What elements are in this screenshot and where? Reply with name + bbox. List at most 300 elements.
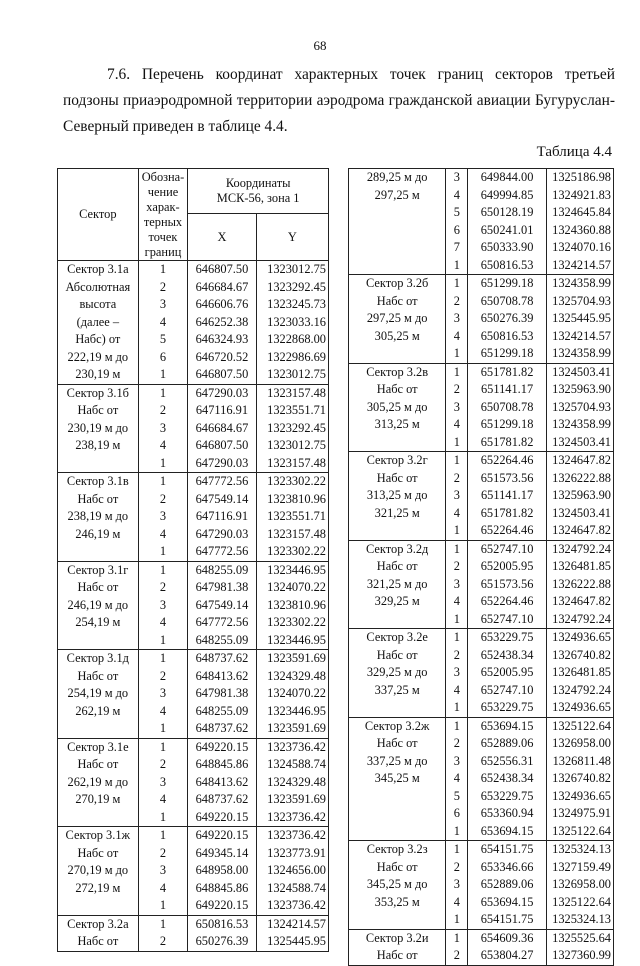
y-coordinate: 1324214.57 — [267, 916, 326, 931]
point-number: 2 — [159, 845, 167, 860]
point-number: 2 — [159, 403, 167, 417]
y-coordinate: 1325324.13 — [552, 842, 611, 856]
point-number: 1 — [453, 930, 460, 945]
x-coordinate: 650276.39 — [480, 311, 534, 325]
sector-group-row — [58, 915, 329, 951]
sector-group-row — [58, 384, 329, 473]
y-coordinate: 1325525.64 — [552, 930, 611, 945]
point-number: 4 — [159, 526, 167, 541]
x-coordinate: 653229.75 — [480, 788, 534, 803]
x-values — [188, 561, 256, 650]
sector-group-row — [349, 629, 614, 718]
intro-paragraph — [63, 62, 615, 140]
x-coordinate: 653694.15 — [480, 823, 534, 838]
point-numbers — [138, 473, 188, 562]
point-number: 3 — [453, 753, 460, 768]
point-numbers — [446, 841, 468, 930]
point-number: 2 — [159, 934, 167, 948]
x-coordinate: 647290.03 — [195, 385, 249, 400]
x-coordinate: 652005.95 — [480, 559, 534, 573]
y-coordinate: 1324588.74 — [267, 757, 326, 771]
y-values — [546, 629, 613, 718]
point-number: 3 — [159, 774, 167, 789]
point-number: 1 — [453, 276, 460, 290]
sector-group-row — [349, 929, 614, 965]
y-coordinate: 1323551.71 — [267, 403, 326, 417]
header-point: Обозна- чение харак- терных точек границ — [138, 169, 188, 261]
point-number: 1 — [453, 718, 460, 733]
x-coordinate: 646684.67 — [195, 420, 249, 435]
y-values — [256, 473, 328, 562]
y-coordinate: 1324921.83 — [552, 187, 611, 202]
point-numbers — [138, 384, 188, 473]
y-coordinate: 1327360.99 — [552, 948, 611, 962]
sector-label: Сектор 3.1г Набс от 246,19 м до 254,19 м — [58, 561, 139, 650]
header-y: Y — [256, 214, 328, 261]
y-coordinate: 1326811.48 — [552, 753, 611, 768]
y-coordinate: 1326740.82 — [552, 771, 611, 785]
x-values — [188, 738, 256, 827]
sector-label: Сектор 3.2и Набс от — [349, 929, 446, 965]
point-numbers — [138, 738, 188, 827]
point-number: 1 — [159, 651, 167, 665]
x-coordinate: 653360.94 — [480, 806, 534, 820]
point-number: 4 — [159, 792, 167, 806]
point-number: 2 — [453, 736, 460, 750]
y-values — [546, 717, 613, 841]
sector-label: Сектор 3.1б Набс от 230,19 м до 238,19 м — [58, 384, 139, 473]
y-coordinate: 1323157.48 — [267, 526, 326, 541]
sector-label: Сектор 3.1в Набс от 238,19 м до 246,19 м — [58, 473, 139, 562]
point-number: 1 — [159, 828, 167, 842]
point-number: 4 — [159, 438, 167, 452]
y-coordinate: 1323012.75 — [267, 367, 326, 381]
point-number: 4 — [453, 417, 460, 431]
y-coordinate: 1325704.93 — [552, 399, 611, 414]
x-coordinate: 653694.15 — [480, 894, 534, 909]
x-coordinate: 649994.85 — [480, 187, 534, 202]
x-coordinate: 648845.86 — [195, 880, 249, 895]
point-numbers — [446, 363, 468, 452]
y-coordinate: 1324070.16 — [552, 240, 611, 254]
x-coordinate: 650816.53 — [480, 328, 534, 343]
y-values — [546, 169, 613, 275]
point-number: 1 — [159, 455, 167, 470]
y-coordinate: 1323446.95 — [267, 562, 326, 577]
point-number: 3 — [159, 420, 167, 435]
point-number: 2 — [159, 491, 167, 506]
point-number: 1 — [453, 364, 460, 379]
x-coordinate: 647549.14 — [195, 597, 249, 612]
point-number: 1 — [159, 916, 167, 931]
sector-group-row — [58, 473, 329, 562]
y-coordinate: 1323591.69 — [267, 651, 326, 665]
point-number: 5 — [159, 332, 167, 346]
point-number: 1 — [453, 912, 460, 926]
intro-text: 7.6. Перечень координат характерных точек границ секторов третьей подзоны приаэродромной территории аэродрома гражданской авиации Бугуруслан-Северный приведен в таблице 4.4. — [63, 66, 615, 135]
x-coordinate: 648737.62 — [195, 721, 249, 735]
point-numbers — [446, 929, 468, 965]
y-coordinate: 1324503.41 — [552, 505, 611, 520]
y-coordinate: 1324358.99 — [552, 346, 611, 360]
point-number: 3 — [159, 509, 167, 523]
x-coordinate: 649220.15 — [195, 739, 249, 754]
y-coordinate: 1323810.96 — [267, 491, 326, 506]
point-number: 2 — [453, 647, 460, 662]
sector-group-row — [349, 717, 614, 841]
x-coordinate: 646684.67 — [195, 279, 249, 294]
y-values — [256, 384, 328, 473]
x-coordinate: 647772.56 — [195, 474, 249, 488]
x-values — [468, 363, 546, 452]
y-values — [256, 738, 328, 827]
x-coordinate: 646252.38 — [195, 314, 249, 329]
x-values — [188, 261, 256, 385]
sector-group-row — [349, 452, 614, 541]
point-numbers — [446, 629, 468, 718]
point-number: 3 — [453, 170, 460, 184]
point-number: 2 — [159, 279, 167, 294]
point-number: 3 — [453, 877, 460, 891]
y-coordinate: 1324645.84 — [552, 205, 611, 219]
sector-label: Сектор 3.1е Набс от 262,19 м до 270,19 м — [58, 738, 139, 827]
y-values — [546, 363, 613, 452]
y-coordinate: 1324214.57 — [552, 257, 611, 272]
y-values — [256, 827, 328, 916]
y-coordinate: 1324792.24 — [552, 611, 611, 626]
point-number: 1 — [453, 541, 460, 556]
y-coordinate: 1323446.95 — [267, 703, 326, 718]
x-values — [468, 275, 546, 364]
x-coordinate: 646807.50 — [195, 438, 249, 452]
y-coordinate: 1324329.48 — [267, 668, 326, 683]
x-coordinate: 648255.09 — [195, 562, 249, 577]
point-number: 3 — [159, 686, 167, 700]
point-number: 1 — [159, 385, 167, 400]
y-coordinate: 1322986.69 — [267, 349, 326, 364]
x-coordinate: 647290.03 — [195, 455, 249, 470]
y-coordinate: 1324358.99 — [552, 417, 611, 431]
x-coordinate: 649220.15 — [195, 809, 249, 824]
point-number: 2 — [453, 382, 460, 396]
header-sector: Сектор — [58, 169, 139, 261]
point-number: 2 — [159, 580, 167, 594]
point-number: 1 — [159, 474, 167, 488]
y-coordinate: 1324214.57 — [552, 328, 611, 343]
y-coordinate: 1324936.65 — [552, 788, 611, 803]
y-coordinate: 1324588.74 — [267, 880, 326, 895]
point-number: 3 — [453, 399, 460, 414]
y-coordinate: 1323736.42 — [267, 809, 326, 824]
y-coordinate: 1324358.99 — [552, 276, 611, 290]
point-number: 3 — [453, 665, 460, 679]
point-number: 2 — [453, 559, 460, 573]
y-coordinate: 1325324.13 — [552, 912, 611, 926]
x-coordinate: 648737.62 — [195, 792, 249, 806]
point-number: 4 — [453, 894, 460, 909]
x-coordinate: 648958.00 — [195, 863, 249, 877]
point-number: 2 — [453, 948, 460, 962]
y-coordinate: 1324647.82 — [552, 523, 611, 537]
x-values — [188, 473, 256, 562]
x-coordinate: 647981.38 — [195, 580, 249, 594]
point-number: 1 — [159, 721, 167, 735]
point-number: 2 — [159, 668, 167, 683]
x-values — [188, 650, 256, 739]
x-values — [468, 169, 546, 275]
sector-label: Сектор 3.2а Набс от — [58, 915, 139, 951]
y-values — [546, 540, 613, 629]
y-coordinate: 1326958.00 — [552, 736, 611, 750]
y-coordinate: 1325963.90 — [552, 382, 611, 396]
y-coordinate: 1323773.91 — [267, 845, 326, 860]
x-coordinate: 648413.62 — [195, 668, 249, 683]
sector-group-row — [349, 169, 614, 275]
sector-group-row — [349, 363, 614, 452]
sector-label: Сектор 3.2д Набс от 321,25 м до 329,25 м — [349, 540, 446, 629]
x-coordinate: 647981.38 — [195, 686, 249, 700]
y-coordinate: 1323736.42 — [267, 739, 326, 754]
point-number: 1 — [453, 630, 460, 644]
point-number: 4 — [453, 594, 460, 608]
x-coordinate: 651573.56 — [480, 470, 534, 485]
y-coordinate: 1322868.00 — [267, 332, 326, 346]
y-coordinate: 1323157.48 — [267, 455, 326, 470]
x-coordinate: 646606.76 — [195, 297, 249, 311]
x-coordinate: 647116.91 — [195, 509, 249, 523]
x-coordinate: 652438.34 — [480, 771, 534, 785]
point-number: 4 — [453, 187, 460, 202]
point-number: 3 — [159, 297, 167, 311]
page-number: 68 — [313, 38, 327, 53]
point-number: 1 — [453, 346, 460, 360]
sector-label: Сектор 3.2з Набс от 345,25 м до 353,25 м — [349, 841, 446, 930]
y-coordinate: 1324647.82 — [552, 594, 611, 608]
point-number: 6 — [159, 349, 167, 364]
x-values — [468, 717, 546, 841]
y-coordinate: 1323292.45 — [267, 279, 326, 294]
sector-label: 289,25 м до 297,25 м — [349, 169, 446, 275]
point-number: 4 — [159, 880, 167, 895]
point-number: 4 — [453, 505, 460, 520]
point-number: 4 — [159, 314, 167, 329]
sector-label: Сектор 3.1д Набс от 254,19 м до 262,19 м — [58, 650, 139, 739]
sector-group-row — [349, 275, 614, 364]
x-coordinate: 652889.06 — [480, 736, 534, 750]
point-numbers — [138, 261, 188, 385]
x-coordinate: 654151.75 — [480, 842, 534, 856]
x-coordinate: 652264.46 — [480, 594, 534, 608]
sector-label: Сектор 3.2е Набс от 329,25 м до 337,25 м — [349, 629, 446, 718]
x-values — [468, 629, 546, 718]
point-number: 1 — [159, 262, 167, 276]
sector-group-row — [58, 561, 329, 650]
y-coordinate: 1323302.22 — [267, 474, 326, 488]
point-numbers — [446, 169, 468, 275]
y-coordinate: 1324975.91 — [552, 806, 611, 820]
point-numbers — [138, 561, 188, 650]
y-coordinate: 1324360.88 — [552, 222, 611, 237]
y-coordinate: 1324503.41 — [552, 364, 611, 379]
point-numbers — [446, 717, 468, 841]
point-number: 1 — [453, 823, 460, 838]
y-coordinate: 1325122.64 — [552, 894, 611, 909]
x-coordinate: 652747.10 — [480, 541, 534, 556]
y-coordinate: 1323292.45 — [267, 420, 326, 435]
x-coordinate: 653804.27 — [480, 948, 534, 962]
x-coordinate: 653229.75 — [480, 630, 534, 644]
x-values — [468, 841, 546, 930]
x-coordinate: 651781.82 — [480, 364, 534, 379]
point-number: 1 — [159, 562, 167, 577]
x-coordinate: 649345.14 — [195, 845, 249, 860]
x-coordinate: 652264.46 — [480, 523, 534, 537]
y-coordinate: 1325122.64 — [552, 718, 611, 733]
sector-group-row — [58, 827, 329, 916]
x-coordinate: 647290.03 — [195, 526, 249, 541]
x-coordinate: 652747.10 — [480, 682, 534, 697]
x-coordinate: 650128.19 — [480, 205, 534, 219]
point-number: 2 — [453, 859, 460, 874]
y-coordinate: 1323157.48 — [267, 385, 326, 400]
y-coordinate: 1324792.24 — [552, 541, 611, 556]
point-number: 4 — [159, 615, 167, 629]
point-number: 1 — [453, 700, 460, 714]
table-label: Таблица 4.4 — [536, 144, 612, 160]
sector-group-row — [58, 261, 329, 385]
y-values — [546, 452, 613, 541]
x-coordinate: 648255.09 — [195, 703, 249, 718]
y-values — [256, 561, 328, 650]
x-coordinate: 650708.78 — [480, 399, 534, 414]
y-coordinate: 1326481.85 — [552, 665, 611, 679]
point-number: 1 — [159, 809, 167, 824]
x-coordinate: 650708.78 — [480, 293, 534, 308]
x-coordinate: 652438.34 — [480, 647, 534, 662]
y-coordinate: 1324936.65 — [552, 700, 611, 714]
x-coordinate: 646807.50 — [195, 262, 249, 276]
point-number: 4 — [159, 703, 167, 718]
x-coordinate: 653229.75 — [480, 700, 534, 714]
y-coordinate: 1325186.98 — [552, 170, 611, 184]
y-coordinate: 1324647.82 — [552, 453, 611, 467]
x-coordinate: 650816.53 — [195, 916, 249, 931]
x-coordinate: 651299.18 — [480, 417, 534, 431]
x-coordinate: 647116.91 — [195, 403, 249, 417]
x-values — [468, 929, 546, 965]
sector-label: Сектор 3.2г Набс от 313,25 м до 321,25 м — [349, 452, 446, 541]
point-number: 2 — [453, 293, 460, 308]
point-number: 1 — [159, 367, 167, 381]
x-coordinate: 651141.17 — [480, 488, 534, 502]
x-coordinate: 647549.14 — [195, 491, 249, 506]
x-coordinate: 646720.52 — [195, 349, 249, 364]
y-coordinate: 1323012.75 — [267, 438, 326, 452]
point-number: 1 — [159, 898, 167, 912]
point-number: 1 — [453, 611, 460, 626]
x-coordinate: 652005.95 — [480, 665, 534, 679]
point-number: 1 — [453, 842, 460, 856]
point-number: 3 — [453, 576, 460, 591]
point-number: 3 — [453, 488, 460, 502]
x-coordinate: 650816.53 — [480, 257, 534, 272]
x-coordinate: 651781.82 — [480, 505, 534, 520]
y-coordinate: 1323810.96 — [267, 597, 326, 612]
coordinates-table-right — [348, 168, 614, 966]
y-values — [256, 915, 328, 951]
y-coordinate: 1325445.95 — [267, 934, 326, 948]
x-coordinate: 650276.39 — [195, 934, 249, 948]
y-coordinate: 1324070.22 — [267, 686, 326, 700]
x-coordinate: 653346.66 — [480, 859, 534, 874]
x-coordinate: 654151.75 — [480, 912, 534, 926]
point-number: 5 — [453, 205, 460, 219]
x-values — [468, 540, 546, 629]
x-values — [188, 915, 256, 951]
x-coordinate: 650241.01 — [480, 222, 534, 237]
x-coordinate: 648255.09 — [195, 632, 249, 647]
x-coordinate: 651573.56 — [480, 576, 534, 591]
x-coordinate: 652556.31 — [480, 753, 534, 768]
point-number: 1 — [453, 523, 460, 537]
point-number: 3 — [159, 597, 167, 612]
y-coordinate: 1323591.69 — [267, 792, 326, 806]
header-x: X — [188, 214, 256, 261]
y-coordinate: 1325704.93 — [552, 293, 611, 308]
point-number: 7 — [453, 240, 460, 254]
sector-group-row — [58, 650, 329, 739]
point-numbers — [138, 827, 188, 916]
sector-label: Сектор 3.2б Набс от 297,25 м до 305,25 м — [349, 275, 446, 364]
y-coordinate: 1323012.75 — [267, 262, 326, 276]
x-coordinate: 649220.15 — [195, 898, 249, 912]
x-coordinate: 646324.93 — [195, 332, 249, 346]
y-coordinate: 1326740.82 — [552, 647, 611, 662]
sector-group-row — [349, 540, 614, 629]
x-coordinate: 646807.50 — [195, 367, 249, 381]
y-coordinate: 1323302.22 — [267, 615, 326, 629]
x-coordinate: 651299.18 — [480, 276, 534, 290]
y-values — [546, 929, 613, 965]
x-coordinate: 647772.56 — [195, 615, 249, 629]
y-coordinate: 1327159.49 — [552, 859, 611, 874]
y-coordinate: 1323446.95 — [267, 632, 326, 647]
y-coordinate: 1323245.73 — [267, 297, 326, 311]
x-values — [468, 452, 546, 541]
point-number: 6 — [453, 222, 460, 237]
sector-label: Сектор 3.2в Набс от 305,25 м до 313,25 м — [349, 363, 446, 452]
x-coordinate: 652264.46 — [480, 453, 534, 467]
y-coordinate: 1326222.88 — [552, 576, 611, 591]
x-values — [188, 827, 256, 916]
y-coordinate: 1325122.64 — [552, 823, 611, 838]
y-values — [256, 650, 328, 739]
point-number: 1 — [453, 257, 460, 272]
y-values — [546, 275, 613, 364]
point-number: 3 — [159, 863, 167, 877]
x-coordinate: 651141.17 — [480, 382, 534, 396]
y-coordinate: 1326222.88 — [552, 470, 611, 485]
y-coordinate: 1323736.42 — [267, 828, 326, 842]
point-numbers — [446, 540, 468, 629]
x-coordinate: 652889.06 — [480, 877, 534, 891]
x-coordinate: 651781.82 — [480, 434, 534, 449]
point-numbers — [138, 915, 188, 951]
y-coordinate: 1325445.95 — [552, 311, 611, 325]
point-number: 1 — [159, 544, 167, 558]
point-number: 4 — [453, 682, 460, 697]
x-coordinate: 651299.18 — [480, 346, 534, 360]
